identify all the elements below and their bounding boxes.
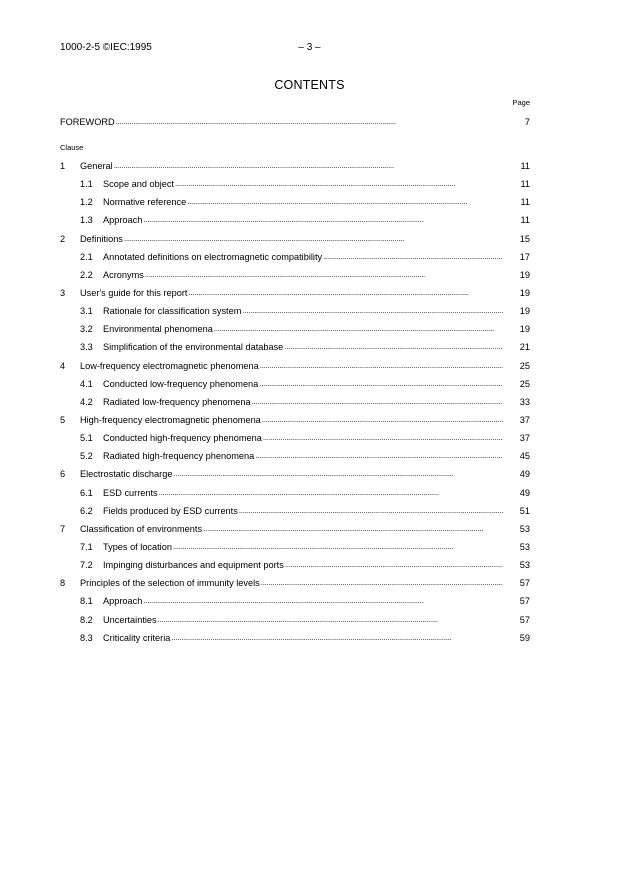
toc-entry-text: Rationale for classification system xyxy=(103,306,242,317)
toc-entry-number: 1.3 xyxy=(80,215,93,226)
dot-leader xyxy=(203,519,503,538)
toc-entry-text: Radiated low-frequency phenomena xyxy=(103,396,251,407)
toc-entry-text: Scope and object xyxy=(103,179,175,190)
dot-leader xyxy=(261,573,503,592)
toc-entry-number: 8 xyxy=(60,578,66,589)
dot-leader xyxy=(284,337,503,356)
dot-leader xyxy=(173,464,503,483)
toc-entry-number: 6.2 xyxy=(80,505,93,516)
dot-leader xyxy=(323,247,503,266)
dot-leader xyxy=(259,374,503,393)
toc-entry-page: 19 xyxy=(519,306,530,317)
toc-entry-number: 1.1 xyxy=(80,179,93,190)
toc-entry-number: 4 xyxy=(60,360,66,371)
toc-entry-text: Fields produced by ESD currents xyxy=(103,505,238,516)
dot-leader xyxy=(252,392,503,411)
toc-entry-page: 33 xyxy=(519,396,530,407)
dot-leader xyxy=(116,112,503,131)
toc-subclause-entry[interactable] xyxy=(60,211,530,229)
toc-entry-page: 21 xyxy=(519,342,530,353)
toc-entry-page: 7 xyxy=(524,117,530,127)
dot-leader xyxy=(159,483,503,502)
dot-leader xyxy=(175,174,503,193)
toc-entry-text: Approach xyxy=(103,596,143,607)
toc-entry-page: 53 xyxy=(519,541,530,552)
toc-entry-page: 49 xyxy=(519,469,530,480)
toc-entry-text: Impinging disturbances and equipment ports xyxy=(103,560,284,571)
toc-entry-number: 7.1 xyxy=(80,541,93,552)
clause-column-label: Clause xyxy=(60,143,84,152)
toc-entry-text: Criticality criteria xyxy=(103,632,171,643)
dot-leader xyxy=(124,229,503,248)
dot-leader xyxy=(158,610,503,629)
document-id: 1000-2-5 ©IEC:1995 xyxy=(60,42,152,53)
toc-subclause-entry[interactable] xyxy=(60,447,530,465)
toc-entry-page: 15 xyxy=(519,233,530,244)
toc-entry-text: Low-frequency electromagnetic phenomena xyxy=(80,360,259,371)
page-column-label: Page xyxy=(512,98,530,107)
toc-entry-number: 2.2 xyxy=(80,269,93,280)
dot-leader xyxy=(143,210,503,229)
dot-leader xyxy=(285,555,503,574)
toc-subclause-entry[interactable] xyxy=(60,502,530,520)
toc-clause-entry[interactable] xyxy=(60,357,530,375)
toc-entry-page: 17 xyxy=(519,251,530,262)
toc-entry-page: 49 xyxy=(519,487,530,498)
dot-leader xyxy=(114,156,503,175)
toc-entry-text: Classification of environments xyxy=(80,523,203,534)
toc-clause-entry[interactable] xyxy=(60,157,530,175)
toc-entry-text: Definitions xyxy=(80,233,123,244)
toc-entry-text: Conducted low-frequency phenomena xyxy=(103,378,259,389)
toc-entry-number: 2 xyxy=(60,233,66,244)
toc-subclause-entry[interactable] xyxy=(60,629,530,647)
toc-entry-text: User's guide for this report xyxy=(80,287,188,298)
toc-subclause-entry[interactable] xyxy=(60,393,530,411)
toc-entry-text: Environmental phenomena xyxy=(103,324,213,335)
table-of-contents xyxy=(60,157,530,647)
toc-entry-page: 11 xyxy=(520,161,530,171)
toc-entry-number: 2.1 xyxy=(80,251,93,262)
toc-entry-page: 11 xyxy=(520,215,530,226)
dot-leader xyxy=(214,319,503,338)
toc-subclause-entry[interactable] xyxy=(60,592,530,610)
toc-entry-text: Acronyms xyxy=(103,269,144,280)
toc-subclause-entry[interactable] xyxy=(60,266,530,284)
toc-entry-page: 57 xyxy=(519,614,530,625)
toc-entry-number: 6.1 xyxy=(80,487,93,498)
toc-entry-number: 6 xyxy=(60,469,66,480)
toc-entry-number: 7.2 xyxy=(80,560,93,571)
dot-leader xyxy=(239,501,503,520)
toc-clause-entry[interactable] xyxy=(60,574,530,592)
toc-entry-page: 45 xyxy=(519,451,530,462)
dot-leader xyxy=(255,446,503,465)
toc-entry-text: Normative reference xyxy=(103,197,187,208)
toc-subclause-entry[interactable] xyxy=(60,320,530,338)
dot-leader xyxy=(262,410,503,429)
toc-subclause-entry[interactable] xyxy=(60,556,530,574)
toc-entry-text: ESD currents xyxy=(103,487,158,498)
toc-entry-page: 19 xyxy=(519,324,530,335)
dot-leader xyxy=(242,301,503,320)
toc-clause-entry[interactable] xyxy=(60,230,530,248)
toc-entry-text: Electrostatic discharge xyxy=(80,469,173,480)
toc-entry-number: 1.2 xyxy=(80,197,93,208)
toc-entry-page: 53 xyxy=(519,560,530,571)
dot-leader xyxy=(187,192,503,211)
toc-entry-page: 11 xyxy=(520,197,530,208)
toc-entry-page: 37 xyxy=(519,414,530,425)
toc-subclause-entry[interactable] xyxy=(60,302,530,320)
toc-entry-page: 19 xyxy=(519,287,530,298)
toc-subclause-entry[interactable] xyxy=(60,248,530,266)
toc-entry-number: 1 xyxy=(60,161,66,171)
toc-entry-text: Simplification of the environmental database xyxy=(103,342,284,353)
toc-entry-number: 4.1 xyxy=(80,378,93,389)
toc-subclause-entry[interactable] xyxy=(60,611,530,629)
toc-entry-number: 3.2 xyxy=(80,324,93,335)
toc-entry-text: Types of location xyxy=(103,541,172,552)
toc-entry-text: High-frequency electromagnetic phenomena xyxy=(80,414,261,425)
toc-subclause-entry[interactable] xyxy=(60,429,530,447)
toc-entry-text: General xyxy=(80,161,113,171)
toc-subclause-entry[interactable] xyxy=(60,538,530,556)
toc-entry-text: Annotated definitions on electromagnetic compatibility xyxy=(103,251,323,262)
toc-entry-page: 51 xyxy=(519,505,530,516)
toc-entry-page: 25 xyxy=(519,360,530,371)
toc-subclause-entry[interactable] xyxy=(60,338,530,356)
toc-entry-number: 3.1 xyxy=(80,306,93,317)
page-number: – 3 – xyxy=(298,42,321,53)
toc-entry-text: Uncertainties xyxy=(103,614,157,625)
toc-entry-text: FOREWORD xyxy=(60,117,115,127)
toc-entry-number: 8.1 xyxy=(80,596,93,607)
toc-entry-page: 11 xyxy=(520,179,530,190)
dot-leader xyxy=(263,428,503,447)
toc-subclause-entry[interactable] xyxy=(60,484,530,502)
toc-entry-page: 57 xyxy=(519,596,530,607)
toc-entry-page: 59 xyxy=(519,632,530,643)
toc-clause-entry[interactable] xyxy=(60,465,530,483)
dot-leader xyxy=(171,628,503,647)
toc-entry-number: 5.1 xyxy=(80,433,93,444)
toc-entry-text: Principles of the selection of immunity levels xyxy=(80,578,260,589)
toc-subclause-entry[interactable] xyxy=(60,175,530,193)
toc-entry-number: 5.2 xyxy=(80,451,93,462)
dot-leader xyxy=(145,265,503,284)
toc-entry-number: 4.2 xyxy=(80,396,93,407)
toc-entry-page: 25 xyxy=(519,378,530,389)
toc-entry-page: 37 xyxy=(519,433,530,444)
dot-leader xyxy=(143,591,503,610)
dot-leader xyxy=(260,356,503,375)
toc-entry-text: Radiated high-frequency phenomena xyxy=(103,451,255,462)
toc-clause-entry[interactable] xyxy=(60,520,530,538)
foreword-entry[interactable] xyxy=(60,113,530,131)
page-title: CONTENTS xyxy=(274,78,345,92)
toc-entry-number: 5 xyxy=(60,414,66,425)
toc-clause-entry[interactable] xyxy=(60,284,530,302)
toc-entry-number: 8.2 xyxy=(80,614,93,625)
toc-entry-text: Conducted high-frequency phenomena xyxy=(103,433,262,444)
toc-entry-number: 8.3 xyxy=(80,632,93,643)
toc-entry-page: 53 xyxy=(519,523,530,534)
toc-entry-number: 7 xyxy=(60,523,66,534)
toc-entry-page: 57 xyxy=(519,578,530,589)
dot-leader xyxy=(173,537,503,556)
toc-entry-number: 3 xyxy=(60,287,66,298)
toc-subclause-entry[interactable] xyxy=(60,193,530,211)
toc-entry-number: 3.3 xyxy=(80,342,93,353)
toc-entry-text: Approach xyxy=(103,215,143,226)
toc-subclause-entry[interactable] xyxy=(60,375,530,393)
toc-clause-entry[interactable] xyxy=(60,411,530,429)
toc-entry-page: 19 xyxy=(519,269,530,280)
dot-leader xyxy=(188,283,503,302)
